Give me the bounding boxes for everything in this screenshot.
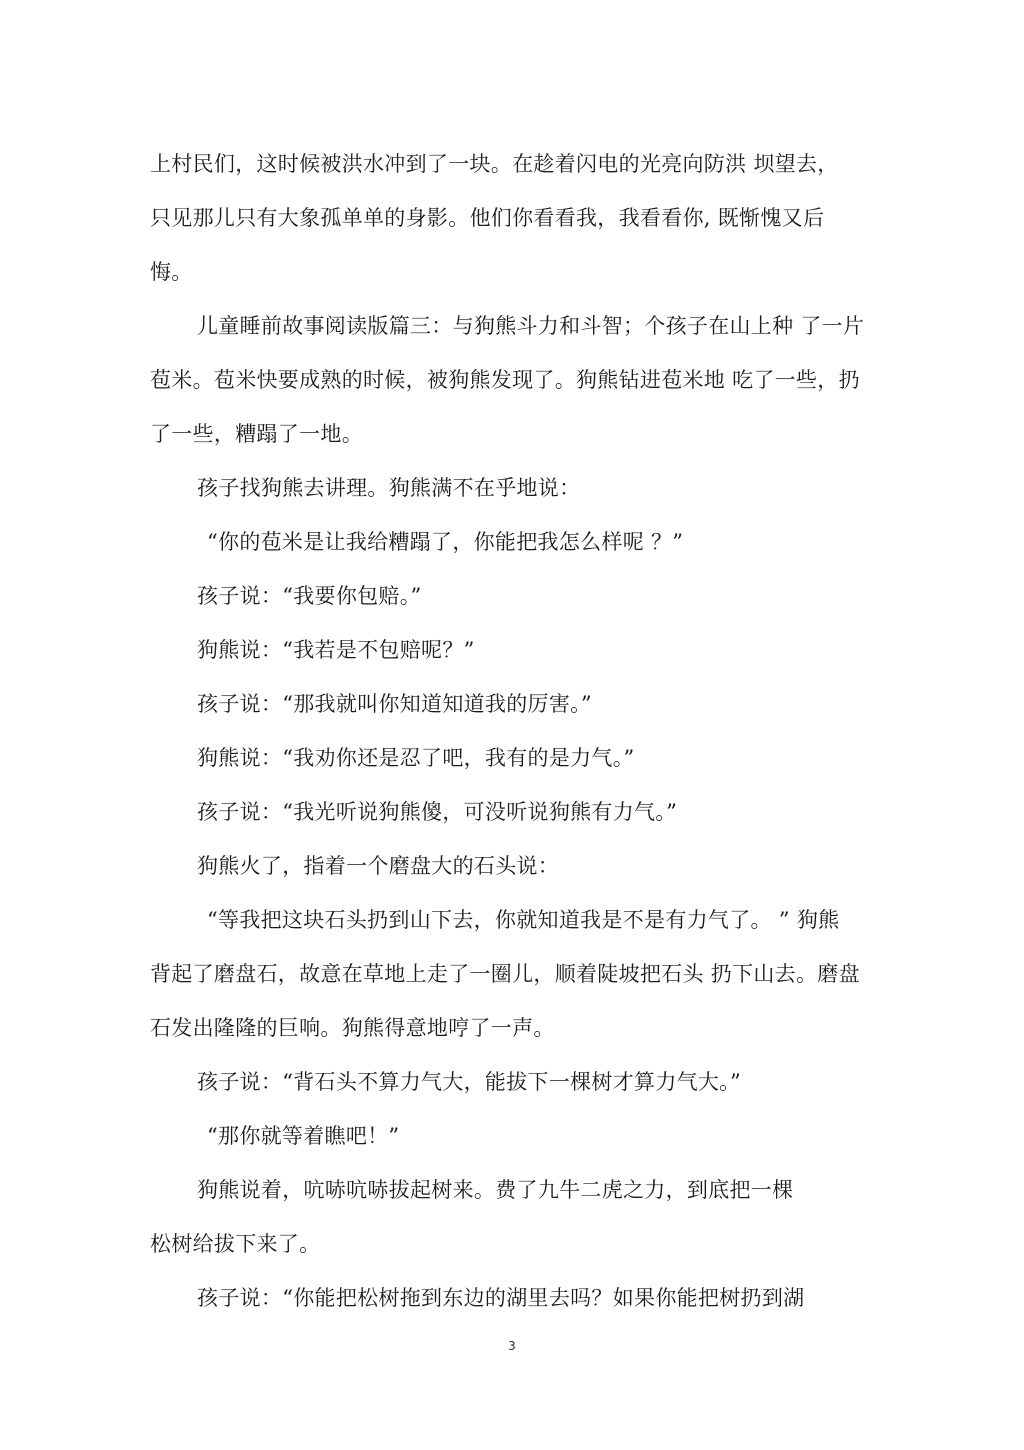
text-line: 石发出隆隆的巨响。狗熊得意地哼了一声。 xyxy=(150,1016,555,1040)
text-line: 只见那儿只有大象孤单单的身影。他们你看看我，我看看你, 既惭愧又后 xyxy=(150,206,825,230)
dialogue-line: 狗熊说：“我劝你还是忍了吧，我有的是力气。” xyxy=(197,746,635,770)
text-line: 松树给拔下来了。 xyxy=(150,1232,321,1256)
dialogue-line: 孩子说：“我要你包赔。” xyxy=(197,584,422,608)
dialogue-line: 孩子说：“我光听说狗熊傻，可没听说狗熊有力气。” xyxy=(197,800,678,824)
dialogue-line: 孩子说：“你能把松树拖到东边的湖里去吗？如果你能把树扔到湖 xyxy=(197,1286,805,1310)
dialogue-line: 孩子说：“背石头不算力气大，能拔下一棵树才算力气大。” xyxy=(197,1070,742,1094)
dialogue-line: “你的苞米是让我给糟蹋了，你能把我怎么样呢 ？” xyxy=(207,530,684,554)
text-line: 狗熊说着，吭哧吭哧拔起树来。费了九牛二虎之力，到底把一棵 xyxy=(197,1178,794,1202)
dialogue-line: 孩子说：“那我就叫你知道知道我的厉害。” xyxy=(197,692,592,716)
text-line: 苞米。苞米快要成熟的时候，被狗熊发现了。狗熊钻进苞米地 吃了一些，扔 xyxy=(150,368,860,392)
text-line: 了一些，糟蹋了一地。 xyxy=(150,422,363,446)
dialogue-line: “那你就等着瞧吧！” xyxy=(207,1124,400,1148)
text-line: 孩子找狗熊去讲理。狗熊满不在乎地说： xyxy=(197,476,581,500)
section-heading-line: 儿童睡前故事阅读版篇三：与狗熊斗力和斗智；个孩子在山上种 了一片 xyxy=(197,314,865,338)
text-line: 悔。 xyxy=(150,260,193,284)
dialogue-line: 狗熊说：“我若是不包赔呢？” xyxy=(197,638,475,662)
page-number: 3 xyxy=(508,1339,516,1353)
text-line: 狗熊火了，指着一个磨盘大的石头说： xyxy=(197,854,560,878)
text-line: 背起了磨盘石，故意在草地上走了一圈儿，顺着陡坡把石头 扔下山去。磨盘 xyxy=(150,962,860,986)
text-line: 上村民们，这时候被洪水冲到了一块。在趁着闪电的光亮向防洪 坝望去， xyxy=(150,152,839,176)
dialogue-line: “等我把这块石头扔到山下去，你就知道我是不是有力气了。 ” 狗熊 xyxy=(207,908,840,932)
